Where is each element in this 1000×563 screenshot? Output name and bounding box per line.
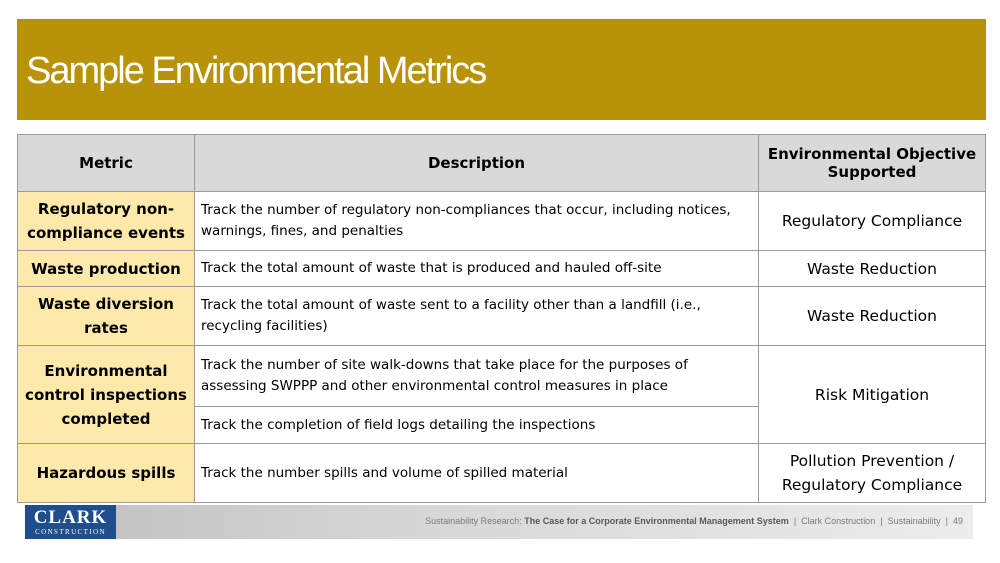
footer-prefix: Sustainability Research:	[425, 516, 522, 526]
table-row	[18, 346, 986, 407]
description-cell: Track the completion of field logs detailing the inspections	[195, 407, 759, 444]
objective-cell: Waste Reduction	[759, 287, 986, 346]
table-row	[18, 287, 986, 346]
slide-title: Sample Environmental Metrics	[26, 50, 486, 92]
header-metric: Metric	[18, 135, 195, 192]
title-bar	[17, 19, 986, 120]
description-cell: Track the number spills and volume of spilled material	[195, 444, 759, 503]
objective-cell: Pollution Prevention / Regulatory Compliance	[759, 444, 986, 503]
description-cell: Track the total amount of waste sent to a facility other than a landfill (i.e., recycling facilities)	[195, 287, 759, 346]
description-cell: Track the number of site walk-downs that take place for the purposes of assessing SWPPP and other environmental control measures in place	[195, 346, 759, 407]
metric-cell: Waste diversion rates	[18, 287, 195, 346]
footer-bar	[25, 505, 973, 539]
table-row	[18, 251, 986, 287]
metrics-table	[17, 134, 986, 503]
metric-cell: Regulatory non-compliance events	[18, 192, 195, 251]
clark-logo	[25, 505, 116, 539]
footer-report-title: The Case for a Corporate Environmental Management System	[524, 516, 789, 526]
header-description: Description	[195, 135, 759, 192]
footer-separator: |	[793, 516, 797, 526]
footer-separator: |	[880, 516, 883, 526]
description-cell: Track the total amount of waste that is produced and hauled off-site	[195, 251, 759, 287]
metric-cell: Waste production	[18, 251, 195, 287]
table-header-row	[18, 135, 986, 192]
table-row	[18, 192, 986, 251]
objective-cell: Regulatory Compliance	[759, 192, 986, 251]
footer-section: Sustainability	[887, 516, 941, 526]
header-objective: Environmental Objective Supported	[759, 135, 986, 192]
footer-separator: |	[945, 516, 948, 526]
objective-cell: Risk Mitigation	[759, 346, 986, 444]
logo-main-text: CLARK	[33, 507, 108, 528]
objective-cell: Waste Reduction	[759, 251, 986, 287]
footer-company: Clark Construction	[801, 516, 876, 526]
description-cell: Track the number of regulatory non-compliances that occur, including notices, warnings, fines, and penalties	[195, 192, 759, 251]
table-row	[18, 444, 986, 503]
metric-cell: Environmental control inspections completed	[18, 346, 195, 444]
logo-sub-text: CONSTRUCTION	[35, 528, 106, 536]
page-number: 49	[952, 516, 963, 526]
footer-text	[425, 516, 963, 526]
metric-cell: Hazardous spills	[18, 444, 195, 503]
